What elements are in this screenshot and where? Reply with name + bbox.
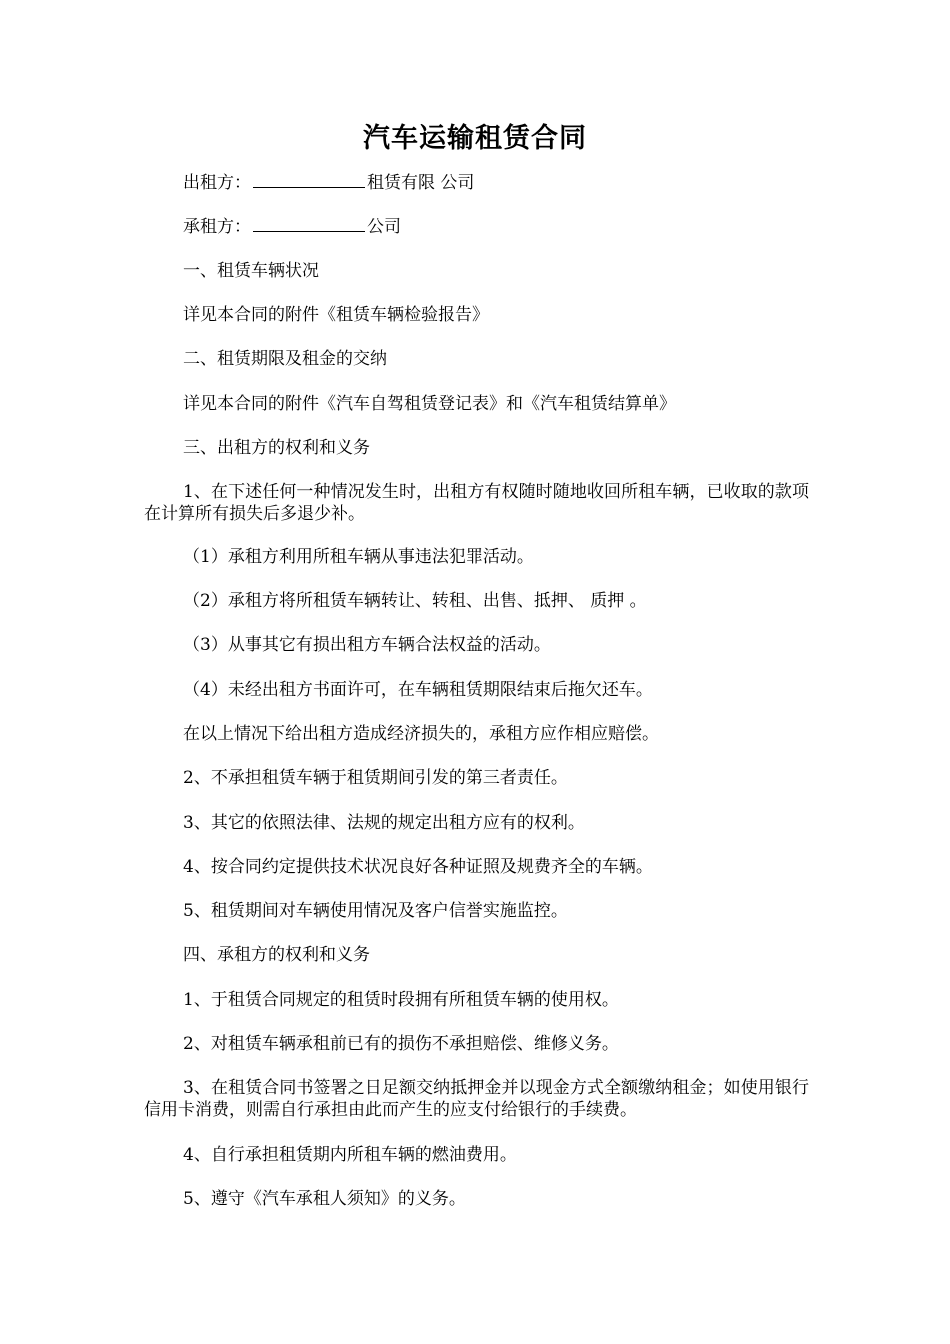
list-item: 4、按合同约定提供技术状况良好各种证照及规费齐全的车辆。	[183, 857, 653, 877]
lessee-suffix: 公司	[367, 217, 401, 237]
document-title: 汽车运输租赁合同	[363, 123, 587, 154]
list-item: 4、自行承担租赁期内所租车辆的燃油费用。	[183, 1145, 517, 1165]
lessor-suffix: 租赁有限 公司	[367, 173, 475, 193]
list-item: 2、对租赁车辆承租前已有的损伤不承担赔偿、维修义务。	[183, 1034, 619, 1054]
paragraph: 1、在下述任何一种情况发生时，出租方有权随时随地收回所租车辆，已收取的款项在计算所有损失后多退少补。	[144, 482, 809, 524]
lessor-blank	[253, 173, 365, 188]
lessor-line	[183, 173, 474, 193]
paragraph: 3、在租赁合同书签署之日足额交纳抵押金并以现金方式全额缴纳租金；如使用银行信用卡消费，则需自行承担由此而产生的应支付给银行的手续费。	[144, 1078, 809, 1120]
list-item: （4）未经出租方书面许可，在车辆租赁期限结束后拖欠还车。	[183, 680, 653, 700]
lessee-line	[183, 217, 401, 237]
paragraph: 详见本合同的附件《汽车自驾租赁登记表》和《汽车租赁结算单》	[183, 394, 676, 414]
section-heading: 四、承租方的权利和义务	[183, 945, 370, 965]
section-heading: 二、租赁期限及租金的交纳	[183, 349, 387, 369]
list-item: （3）从事其它有损出租方车辆合法权益的活动。	[183, 635, 551, 655]
list-item: （2）承租方将所租赁车辆转让、转租、出售、抵押、 质押 。	[183, 591, 647, 611]
section-heading: 一、租赁车辆状况	[183, 261, 319, 281]
list-item: 5、遵守《汽车承租人须知》的义务。	[183, 1189, 466, 1209]
list-item: 2、不承担租赁车辆于租赁期间引发的第三者责任。	[183, 768, 568, 788]
section-heading: 三、出租方的权利和义务	[183, 438, 370, 458]
list-item: 3、其它的依照法律、法规的规定出租方应有的权利。	[183, 813, 585, 833]
paragraph: 详见本合同的附件《租赁车辆检验报告》	[183, 305, 489, 325]
list-item: 1、于租赁合同规定的租赁时段拥有所租赁车辆的使用权。	[183, 990, 619, 1010]
list-item: （1）承租方利用所租车辆从事违法犯罪活动。	[183, 547, 534, 567]
paragraph: 在以上情况下给出租方造成经济损失的，承租方应作相应赔偿。	[183, 724, 659, 744]
lessee-blank	[253, 217, 365, 232]
list-item: 5、租赁期间对车辆使用情况及客户信誉实施监控。	[183, 901, 568, 921]
lessee-label: 承租方：	[183, 217, 251, 237]
lessor-label: 出租方：	[183, 173, 251, 193]
